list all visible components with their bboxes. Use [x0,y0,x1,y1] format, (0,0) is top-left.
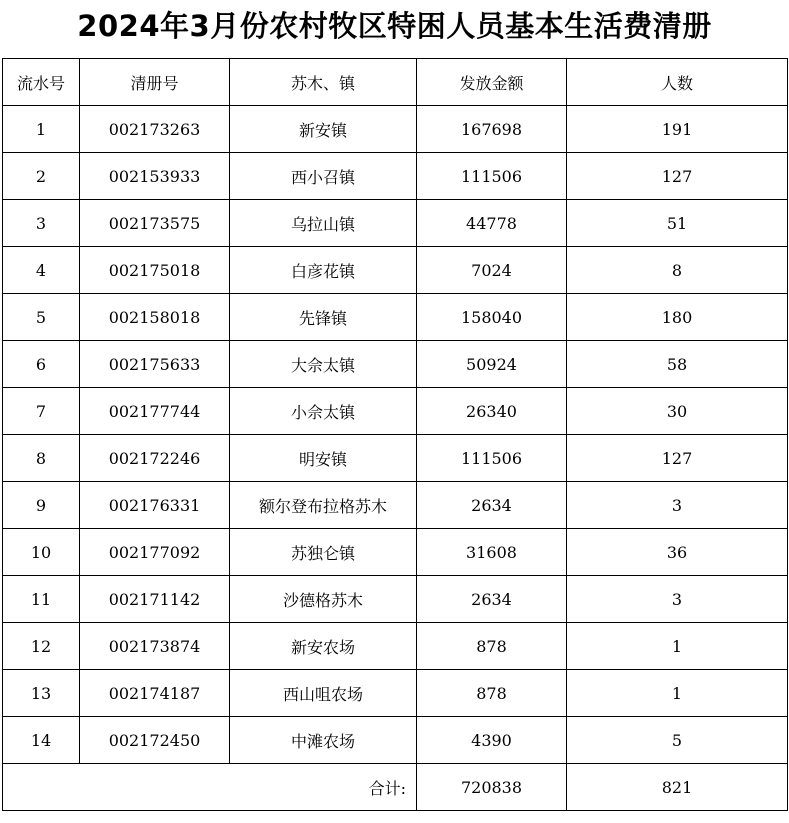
cell-seq: 13 [3,670,80,717]
cell-amount: 167698 [417,106,567,153]
cell-seq: 4 [3,247,80,294]
cell-seq: 12 [3,623,80,670]
cell-people: 3 [567,576,788,623]
cell-people: 1 [567,623,788,670]
table-row [3,717,788,764]
cell-amount: 111506 [417,153,567,200]
table-row [3,670,788,717]
cell-seq: 2 [3,153,80,200]
cell-town: 西小召镇 [230,153,417,200]
total-row [3,764,788,811]
cell-seq: 11 [3,576,80,623]
roster-body [3,106,788,764]
cell-roster-no: 002172450 [80,717,230,764]
table-row [3,200,788,247]
cell-roster-no: 002173575 [80,200,230,247]
table-row [3,482,788,529]
cell-amount: 50924 [417,341,567,388]
page-title: 2024年3月份农村牧区特困人员基本生活费清册 [77,9,712,43]
cell-town: 西山咀农场 [230,670,417,717]
cell-amount: 2634 [417,576,567,623]
header-seq: 流水号 [3,59,80,106]
cell-seq: 7 [3,388,80,435]
cell-roster-no: 002175633 [80,341,230,388]
table-row [3,247,788,294]
cell-amount: 2634 [417,482,567,529]
table-row [3,529,788,576]
cell-roster-no: 002171142 [80,576,230,623]
cell-amount: 26340 [417,388,567,435]
cell-amount: 878 [417,670,567,717]
cell-town: 大佘太镇 [230,341,417,388]
cell-people: 127 [567,435,788,482]
cell-seq: 14 [3,717,80,764]
cell-people: 51 [567,200,788,247]
table-row [3,623,788,670]
table-row [3,341,788,388]
cell-amount: 44778 [417,200,567,247]
cell-people: 8 [567,247,788,294]
cell-town: 新安镇 [230,106,417,153]
cell-town: 先锋镇 [230,294,417,341]
total-amount: 720838 [417,764,567,811]
cell-seq: 3 [3,200,80,247]
cell-people: 5 [567,717,788,764]
cell-people: 180 [567,294,788,341]
cell-amount: 4390 [417,717,567,764]
header-row [3,59,788,106]
cell-roster-no: 002177092 [80,529,230,576]
table-row [3,153,788,200]
cell-people: 30 [567,388,788,435]
cell-roster-no: 002174187 [80,670,230,717]
cell-roster-no: 002176331 [80,482,230,529]
table-row [3,106,788,153]
table-row [3,388,788,435]
cell-seq: 9 [3,482,80,529]
cell-town: 明安镇 [230,435,417,482]
cell-seq: 6 [3,341,80,388]
cell-people: 58 [567,341,788,388]
cell-roster-no: 002177744 [80,388,230,435]
header-town: 苏木、镇 [230,59,417,106]
header-roster-no: 清册号 [80,59,230,106]
cell-town: 新安农场 [230,623,417,670]
cell-town: 乌拉山镇 [230,200,417,247]
table-row [3,435,788,482]
cell-seq: 1 [3,106,80,153]
cell-seq: 10 [3,529,80,576]
cell-people: 191 [567,106,788,153]
total-people: 821 [567,764,788,811]
cell-town: 额尔登布拉格苏木 [230,482,417,529]
cell-amount: 158040 [417,294,567,341]
cell-town: 中滩农场 [230,717,417,764]
table-row [3,576,788,623]
header-people: 人数 [567,59,788,106]
roster-table [2,58,788,811]
cell-people: 1 [567,670,788,717]
total-label: 合计: [3,764,417,811]
cell-town: 白彦花镇 [230,247,417,294]
cell-roster-no: 002172246 [80,435,230,482]
cell-amount: 111506 [417,435,567,482]
cell-roster-no: 002153933 [80,153,230,200]
cell-town: 沙德格苏木 [230,576,417,623]
cell-amount: 878 [417,623,567,670]
cell-people: 36 [567,529,788,576]
cell-people: 127 [567,153,788,200]
cell-roster-no: 002175018 [80,247,230,294]
cell-roster-no: 002158018 [80,294,230,341]
cell-town: 苏独仑镇 [230,529,417,576]
cell-amount: 7024 [417,247,567,294]
table-row [3,294,788,341]
cell-roster-no: 002173874 [80,623,230,670]
cell-seq: 8 [3,435,80,482]
header-amount: 发放金额 [417,59,567,106]
cell-seq: 5 [3,294,80,341]
cell-roster-no: 002173263 [80,106,230,153]
cell-town: 小佘太镇 [230,388,417,435]
cell-people: 3 [567,482,788,529]
cell-amount: 31608 [417,529,567,576]
